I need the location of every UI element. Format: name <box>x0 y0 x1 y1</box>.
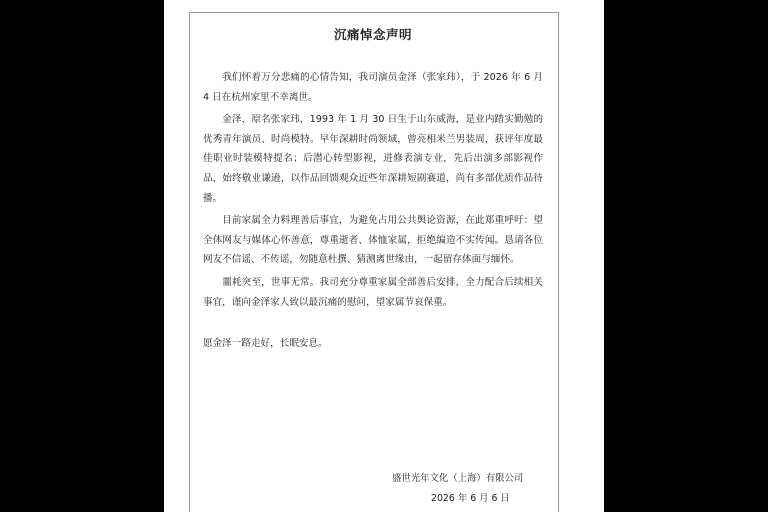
statement-body <box>203 26 543 354</box>
paragraph-appeal: 目前家属全力料理善后事宜，为避免占用公共舆论资源，在此郑重呼吁：望全体网友与媒体心怀善意，尊重逝者、体恤家属，拒绝编造不实传闻。恳请各位网友不信谣、不传谣，勿随意杜撰、猜测离世缘由，一起留存体面与缅怀。 <box>203 215 543 266</box>
signature-date: 2026 年 6 月 6 日 <box>431 493 510 504</box>
paragraph-announcement: 我们怀着万分悲痛的心情告知，我司演员金泽（张家玮），于 2026 年 6 月 4 日在杭州家里不幸离世。 <box>203 72 543 103</box>
signature-company: 盛世光年文化（上海）有限公司 <box>392 473 524 484</box>
paragraph-biography: 金泽，原名张家玮，1993 年 1 月 30 日生于山东威海，是业内踏实勤勉的优秀青年演员、时尚模特。早年深耕时尚领域，曾亮相米兰男装周，获评年度最佳职业时装模特提名；后潜心转型影视，进修表演专业，先后出演多部影视作品，始终敬业谦逊，以作品回馈观众近些年深耕短剧赛道，尚有多部优质作品待播。 <box>203 114 543 204</box>
statement-title: 沉痛悼念声明 <box>333 27 412 42</box>
farewell-line: 愿金泽一路走好，长眠安息。 <box>203 338 328 350</box>
document-page <box>164 0 604 512</box>
paragraph-condolence: 噩耗突至，世事无常。我司充分尊重家属全部善后安排，全力配合后续相关事宜，谨向金泽家人致以最沉痛的慰问，望家属节哀保重。 <box>203 276 543 308</box>
